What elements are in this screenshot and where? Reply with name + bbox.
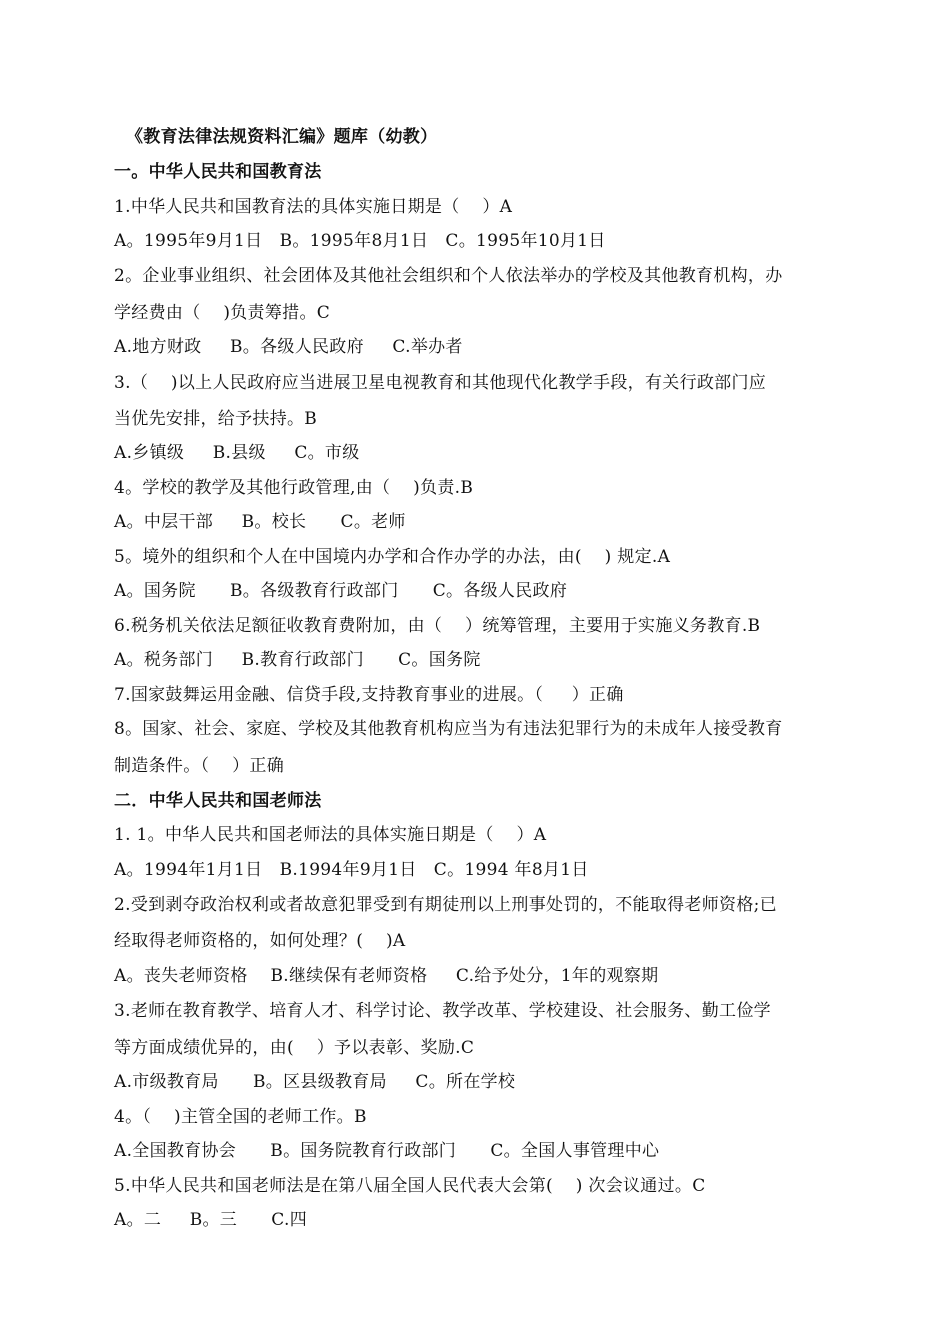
question-line: 1.中华人民共和国教育法的具体实施日期是（ ）A xyxy=(114,197,513,217)
answer-options-line: A。国务院 B。各级教育行政部门 C。各级人民政府 xyxy=(114,581,568,601)
question-line-continued: 经取得老师资格的，如何处理？( )A xyxy=(114,931,406,951)
question-line: 2。企业事业组织、社会团体及其他社会组织和个人依法举办的学校及其他教育机构，办 xyxy=(114,266,783,286)
document-title: 《教育法律法规资料汇编》题库（幼教） xyxy=(126,127,438,147)
answer-options-line: A。税务部门 B.教育行政部门 C。国务院 xyxy=(114,650,481,670)
question-line-continued: 等方面成绩优异的，由( ）予以表彰、奖励.C xyxy=(114,1038,475,1058)
answer-options-line: A。1994年1月1日 B.1994年9月1日 C。1994 年8月1日 xyxy=(114,860,589,880)
question-line: 3.（ )以上人民政府应当进展卫星电视教育和其他现代化教学手段，有关行政部门应 xyxy=(114,373,767,393)
answer-options-line: A。丧失老师资格 B.继续保有老师资格 C.给予处分，1年的观察期 xyxy=(114,966,659,986)
question-line: 5。境外的组织和个人在中国境内办学和合作办学的办法，由( ) 规定.A xyxy=(114,547,671,567)
question-line: 1. 1。中华人民共和国老师法的具体实施日期是（ ）A xyxy=(114,825,547,845)
question-line: 7.国家鼓舞运用金融、信贷手段,支持教育事业的进展。（ ）正确 xyxy=(114,685,624,705)
answer-options-line: A.地方财政 B。各级人民政府 C.举办者 xyxy=(114,337,463,357)
question-line: 5.中华人民共和国老师法是在第八届全国人民代表大会第( ) 次会议通过。C xyxy=(114,1176,706,1196)
answer-options-line: A.乡镇级 B.县级 C。市级 xyxy=(114,443,360,463)
answer-options-line: A。二 B。三 C.四 xyxy=(114,1210,308,1230)
answer-options-line: A。中层干部 B。校长 C。老师 xyxy=(114,512,406,532)
question-line: 4。学校的教学及其他行政管理,由（ )负责.B xyxy=(114,478,474,498)
question-line-continued: 制造条件。（ ）正确 xyxy=(114,756,285,776)
section-heading-teachers-law: 二．中华人民共和国老师法 xyxy=(114,791,322,811)
answer-options-line: A.全国教育协会 B。国务院教育行政部门 C。全国人事管理中心 xyxy=(114,1141,660,1161)
question-line: 6.税务机关依法足额征收教育费附加，由（ ）统筹管理，主要用于实施义务教育.B xyxy=(114,616,761,636)
question-line: 4。（ )主管全国的老师工作。B xyxy=(114,1107,367,1127)
question-line-continued: 当优先安排，给予扶持。B xyxy=(114,409,318,429)
question-line: 3.老师在教育教学、培育人才、科学讨论、教学改革、学校建设、社会服务、勤工俭学 xyxy=(114,1001,771,1021)
question-line: 2.受到剥夺政治权利或者故意犯罪受到有期徒刑以上刑事处罚的，不能取得老师资格;已 xyxy=(114,895,777,915)
question-line-continued: 学经费由（ )负责筹措。C xyxy=(114,303,331,323)
question-line: 8。国家、社会、家庭、学校及其他教育机构应当为有违法犯罪行为的未成年人接受教育 xyxy=(114,719,783,739)
section-heading-education-law: 一。中华人民共和国教育法 xyxy=(114,162,322,182)
answer-options-line: A.市级教育局 B。区县级教育局 C。所在学校 xyxy=(114,1072,516,1092)
answer-options-line: A。1995年9月1日 B。1995年8月1日 C。1995年10月1日 xyxy=(114,231,606,251)
